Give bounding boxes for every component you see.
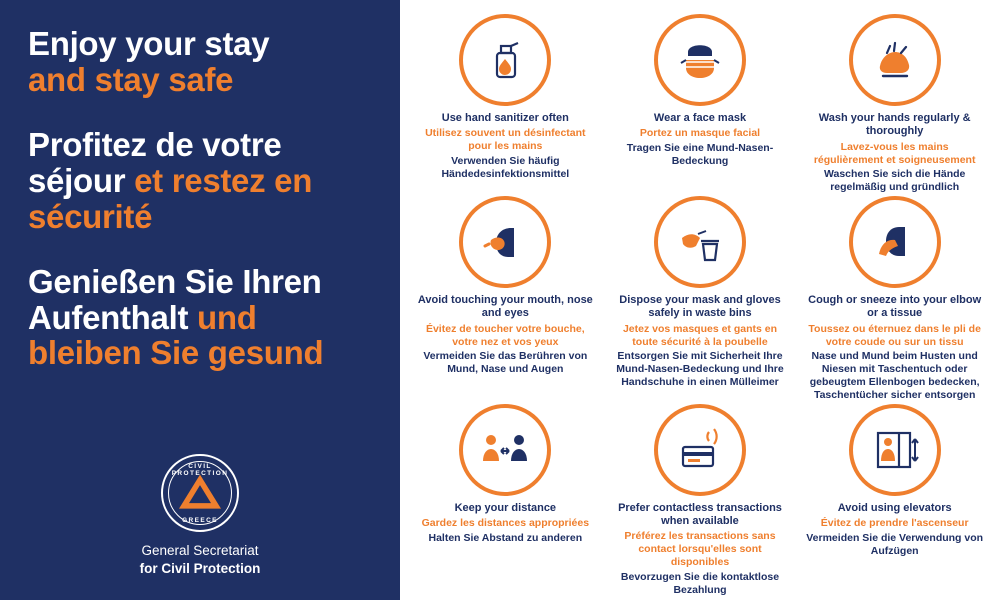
tip-text-de: Verwenden Sie häufig Händedesinfektionsmittel	[441, 155, 570, 180]
tip-text-fr: Gardez les distances appropriées	[421, 517, 590, 529]
headline-german-white: Genießen Sie Ihren Aufenthalt	[28, 263, 322, 336]
headline-german	[28, 264, 372, 371]
tips-grid	[400, 0, 1000, 600]
tip-text-en: Prefer contactless transactions when available	[618, 501, 782, 527]
tip-card-contactless-payment	[605, 404, 796, 597]
organisation-line-1: General Secretariat	[141, 542, 259, 558]
tip-text-en: Avoid using elevators	[837, 501, 952, 514]
headline-german-orange: und bleiben Sie gesund	[28, 298, 324, 372]
tip-text-de: Waschen Sie sich die Hände regelmäßig und gründlich	[823, 168, 966, 194]
no-elevator-icon	[849, 404, 941, 496]
tip-text-fr: Préférez les transactions sans contact lorsqu'elles sont disponibles	[624, 530, 776, 568]
headline-french	[28, 127, 372, 234]
tip-card-dispose-mask	[605, 196, 796, 402]
contactless-payment-icon	[654, 404, 746, 496]
tip-card-wash-hands	[799, 14, 990, 194]
tip-text-fr: Portez un masque facial	[639, 127, 761, 140]
tip-text-en: Cough or sneeze into your elbow or a tissue	[808, 294, 982, 320]
no-face-touching-icon	[459, 196, 551, 288]
tip-text-fr: Toussez ou éternuez dans le pli de votre coude ou sur un tissu	[808, 322, 981, 348]
tip-text-en: Wash your hands regularly & thoroughly	[818, 112, 971, 138]
headline-french-white: Profitez de votre séjour	[28, 126, 282, 199]
tip-card-avoid-elevators	[799, 404, 990, 597]
tip-text-fr: Évitez de prendre l'ascenseur	[820, 517, 969, 529]
organisation-line-2: for Civil Protection	[139, 560, 261, 576]
face-mask-icon	[654, 14, 746, 106]
tip-text-de: Vermeiden Sie die Verwendung von Aufzügen	[806, 531, 984, 557]
organisation-name	[0, 542, 400, 578]
tip-text-de: Entsorgen Sie mit Sicherheit Ihre Mund-Nasen-Bedeckung und Ihre Handschuhe in einen Mülleimer	[616, 350, 784, 388]
dispose-mask-bin-icon	[654, 196, 746, 288]
tip-text-en: Wear a face mask	[653, 112, 747, 124]
tip-card-keep-distance	[410, 404, 601, 597]
cough-into-elbow-icon	[849, 196, 941, 288]
tip-text-de: Nase und Mund beim Husten und Niesen mit Taschentuch oder gebeugtem Ellenbogen bedecken, Taschentücher sicher entsorgen	[809, 350, 980, 401]
tip-text-en: Avoid touching your mouth, nose and eyes	[417, 294, 593, 320]
tip-text-en: Dispose your mask and gloves safely in waste bins	[619, 294, 781, 320]
tip-text-de: Halten Sie Abstand zu anderen	[428, 531, 583, 544]
tip-text-fr: Utilisez souvent un désinfectant pour les mains	[425, 127, 586, 153]
civil-protection-emblem-icon	[161, 454, 239, 532]
headline-english-orange: and stay safe	[28, 60, 234, 98]
washing-hands-icon	[849, 14, 941, 106]
headline-english-white: Enjoy your stay	[28, 25, 270, 62]
tip-text-fr: Jetez vos masques et gants en toute sécurité à la poubelle	[622, 322, 778, 348]
emblem-arc-bottom-text: GREECE	[182, 516, 218, 524]
headline-block	[28, 26, 372, 371]
tip-text-de: Bevorzugen Sie die kontaktlose Bezahlung	[620, 570, 780, 596]
tip-text-en: Use hand sanitizer often	[441, 112, 569, 124]
emblem-block	[0, 454, 400, 578]
emblem-triangle-inner-icon	[189, 485, 211, 503]
tip-card-cough-into-elbow	[799, 196, 990, 402]
tip-card-face-mask	[605, 14, 796, 194]
tip-text-de: Vermeiden Sie das Berühren von Mund, Nase und Augen	[423, 350, 588, 376]
headline-french-orange: et restez en sécurité	[28, 161, 313, 235]
left-panel	[0, 0, 400, 600]
tip-text-fr: Lavez-vous les mains régulièrement et soigneusement	[813, 140, 976, 166]
headline-english	[28, 26, 372, 97]
tip-text-de: Tragen Sie eine Mund-Nasen-Bedeckung	[626, 142, 774, 167]
hand-sanitizer-bottle-icon	[459, 14, 551, 106]
tip-text-en: Keep your distance	[454, 501, 557, 514]
social-distancing-icon	[459, 404, 551, 496]
tip-card-avoid-touching-face	[410, 196, 601, 402]
tip-text-fr: Évitez de toucher votre bouche, votre nez et vos yeux	[425, 322, 585, 348]
emblem-arc-top-text: CIVIL PROTECTION	[171, 462, 229, 477]
tip-card-hand-sanitizer	[410, 14, 601, 194]
